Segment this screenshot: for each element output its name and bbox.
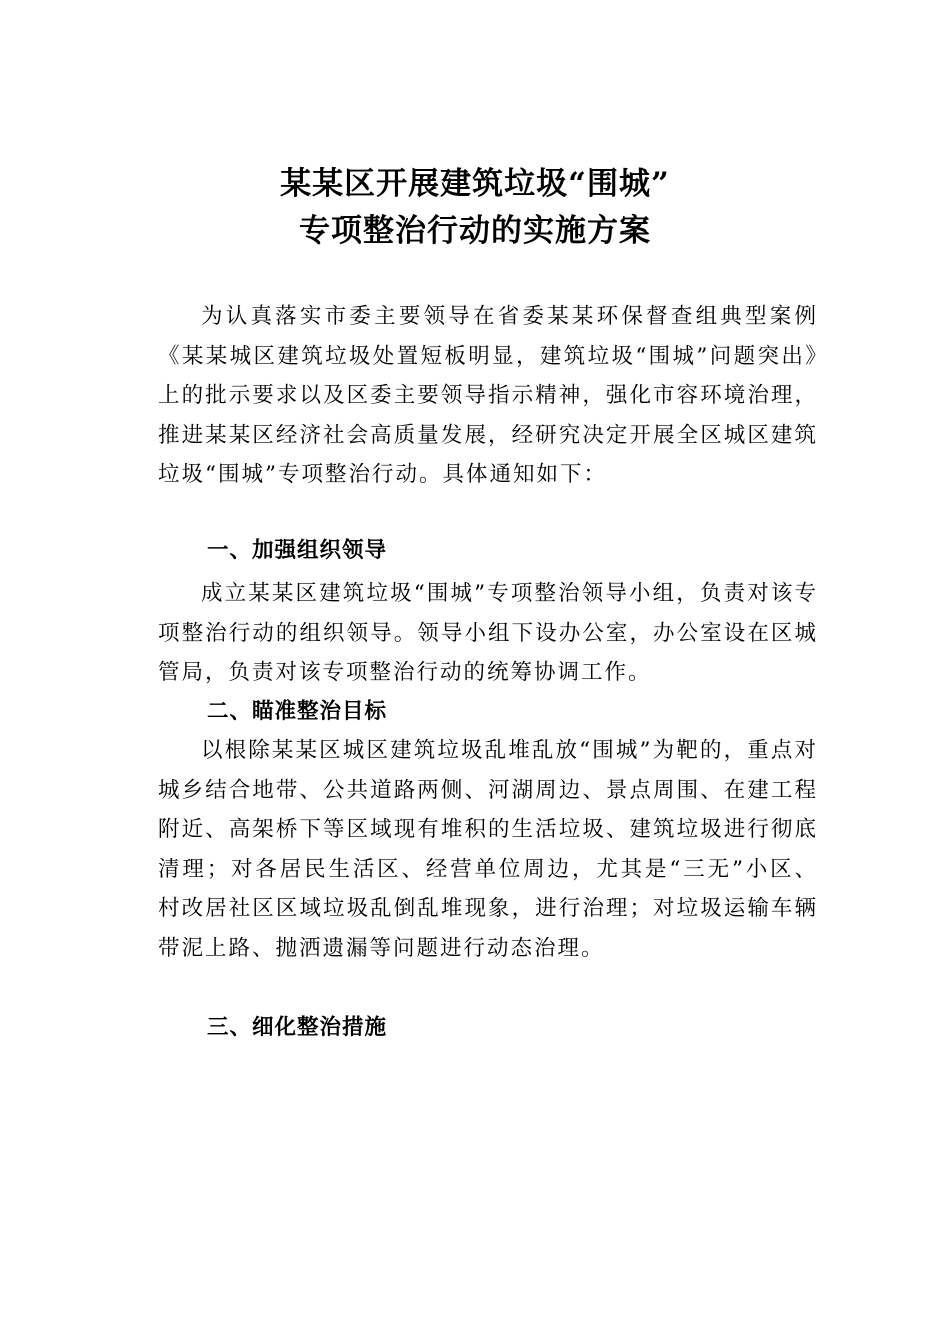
section-heading-1: 一、加强组织领导 [207, 538, 388, 563]
section-heading-3: 三、细化整治措施 [207, 1015, 388, 1040]
section-heading-2: 二、瞄准整治目标 [207, 699, 388, 724]
document-title-line-1: 某某区开展建筑垃圾“围城” [280, 166, 670, 202]
document-title-line-2: 专项整治行动的实施方案 [299, 213, 651, 249]
intro-paragraph: 为认真落实市委主要领导在省委某某环保督查组典型案例《某某城区建筑垃圾处置短板明显，建筑垃圾“围城”问题突出》上的批示要求以及区委主要领导指示精神，强化市容环境治理，推进某某区经济社会高质量发展，经研究决定开展全区城区建筑垃圾“围城”专项整治行动。具体通知如下： [158, 304, 818, 487]
section-body-2: 以根除某某区城区建筑垃圾乱堆乱放“围城”为靶的，重点对城乡结合地带、公共道路两侧、河湖周边、景点周围、在建工程附近、高架桥下等区域现有堆积的生活垃圾、建筑垃圾进行彻底清理；对各居民生活区、经营单位周边，尤其是“三无”小区、村改居社区区域垃圾乱倒乱堆现象，进行治理；对垃圾运输车辆带泥上路、抛洒遗漏等问题进行动态治理。 [158, 738, 818, 961]
section-body-1: 成立某某区建筑垃圾“围城”专项整治领导小组，负责对该专项整治行动的组织领导。领导小组下设办公室，办公室设在区城管局，负责对该专项整治行动的统筹协调工作。 [158, 581, 818, 685]
